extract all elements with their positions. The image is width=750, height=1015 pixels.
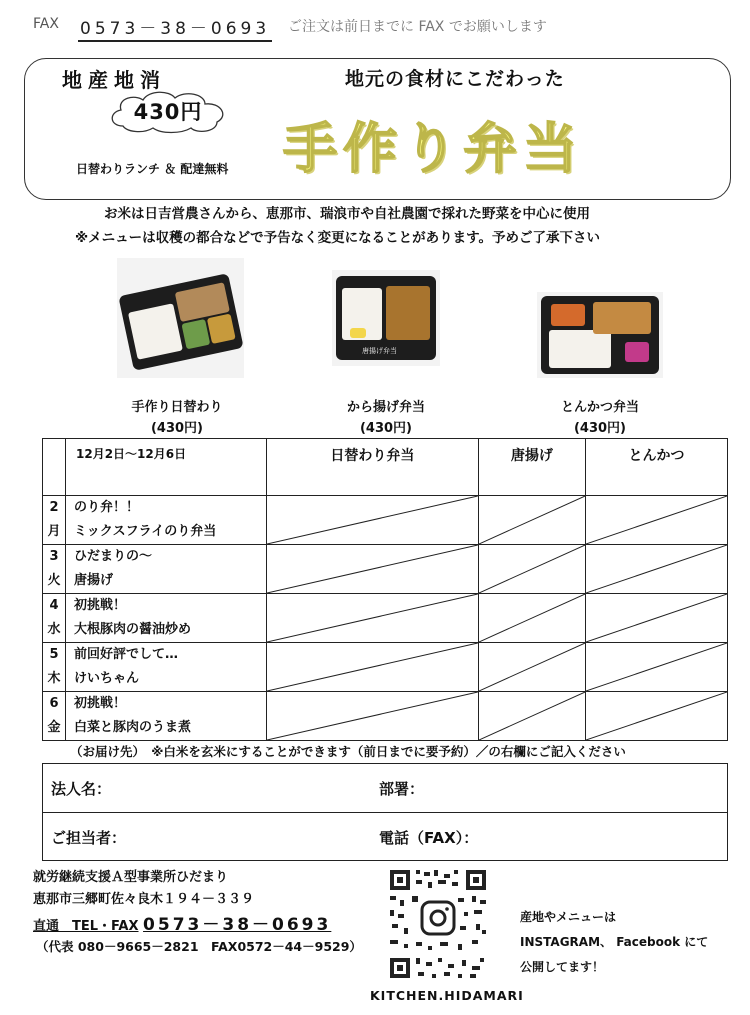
order-cell-karaage[interactable] <box>478 692 585 741</box>
weekday: 木 <box>47 671 61 686</box>
table-row <box>43 545 728 594</box>
date-number: 3 <box>49 549 59 564</box>
menu-line-2: 白菜と豚肉のうま煮 <box>74 720 192 735</box>
menu-cell <box>66 594 267 643</box>
weekday: 水 <box>47 622 61 637</box>
table-header-row <box>43 439 728 496</box>
table-header-period: 12月2日〜12月6日 <box>66 439 267 496</box>
sns-text-3: 公開してます！ <box>520 960 605 974</box>
daily-lunch-note: 日替わりランチ ＆ 配達無料 <box>76 162 229 176</box>
table-row <box>43 594 728 643</box>
order-cell-tonkatsu[interactable] <box>585 496 727 545</box>
order-cell-daily[interactable] <box>267 545 479 594</box>
table-row <box>43 692 728 741</box>
day-cell <box>43 643 66 692</box>
date-number: 6 <box>49 696 59 711</box>
department-field[interactable]: 部署： <box>379 780 425 798</box>
order-cell-daily[interactable] <box>267 594 479 643</box>
address: 恵那市三郷町佐々良木１９４－３３９ <box>33 892 255 907</box>
catch-copy: 地元の食材にこだわった <box>345 68 565 90</box>
person-field[interactable]: ご担当者： <box>51 829 127 847</box>
karaage-bento-photo <box>332 270 440 366</box>
company-field[interactable]: 法人名： <box>51 780 112 798</box>
table-header-karaage: 唐揚げ <box>478 439 585 496</box>
weekday: 月 <box>47 524 61 539</box>
main-title: 手作り弁当 <box>283 117 583 180</box>
organization-name: 就労継続支援Ａ型事業所ひだまり <box>33 870 229 885</box>
sns-text-1: 産地やメニューは <box>520 910 617 924</box>
bento-name-daily: 手作り日替わり <box>131 400 223 415</box>
direct-label: 直通 TEL・FAX <box>33 919 139 934</box>
intro-line-2: ※メニューは収穫の都合などで予告なく変更になることがあります。予めご了承下さい <box>75 230 601 246</box>
table-row <box>43 496 728 545</box>
menu-line-1: 初挑戦！ <box>74 598 127 613</box>
menu-cell <box>66 496 267 545</box>
day-cell <box>43 692 66 741</box>
bento-price-tonkatsu: (430円) <box>573 421 627 436</box>
menu-line-2: けいちゃん <box>74 671 140 686</box>
delivery-note: （お届け先） ※白米を玄米にすることができます（前日までに要予約）／の右欄にご記入ください <box>70 744 626 759</box>
order-cell-daily[interactable] <box>267 643 479 692</box>
fax-label: FAX <box>33 16 59 32</box>
sns-text-2: INSTAGRAM、 Facebook にて <box>520 935 709 949</box>
daily-bento-photo <box>117 258 244 378</box>
menu-line-1: 前回好評でして… <box>74 647 179 662</box>
photo-caption: 唐揚げ弁当 <box>362 347 397 355</box>
order-cell-tonkatsu[interactable] <box>585 692 727 741</box>
direct-number: 0573－38－0693 <box>143 915 332 935</box>
fax-number: 0573－38－0693 <box>78 14 272 42</box>
day-cell <box>43 545 66 594</box>
order-cell-karaage[interactable] <box>478 545 585 594</box>
qr-kitchen-label: KITCHEN.HIDAMARI <box>370 988 524 1003</box>
menu-line-2: 大根豚肉の醤油炒め <box>74 622 192 637</box>
day-cell <box>43 594 66 643</box>
order-cell-karaage[interactable] <box>478 643 585 692</box>
order-cell-karaage[interactable] <box>478 496 585 545</box>
table-header-blank <box>43 439 66 496</box>
order-cell-daily[interactable] <box>267 496 479 545</box>
order-cell-tonkatsu[interactable] <box>585 545 727 594</box>
form-divider <box>43 812 727 813</box>
order-cell-daily[interactable] <box>267 692 479 741</box>
bento-name-karaage: から揚げ弁当 <box>346 400 425 415</box>
weekday: 金 <box>47 720 61 735</box>
delivery-form <box>42 763 728 861</box>
order-cell-tonkatsu[interactable] <box>585 643 727 692</box>
table-header-tonkatsu: とんかつ <box>585 439 727 496</box>
price-main: 430円 <box>133 100 203 124</box>
representative-contact: （代表 080－9665－2821 FAX0572－44－9529） <box>36 939 362 954</box>
phone-fax-field[interactable]: 電話（FAX）： <box>379 829 479 847</box>
bento-name-tonkatsu: とんかつ弁当 <box>560 400 639 415</box>
menu-line-1: 初挑戦！ <box>74 696 127 711</box>
date-number: 2 <box>49 500 59 515</box>
day-cell <box>43 496 66 545</box>
tonkatsu-bento-photo <box>537 292 663 378</box>
menu-cell <box>66 545 267 594</box>
table-row <box>43 643 728 692</box>
menu-line-2: 唐揚げ <box>74 573 114 588</box>
direct-phone <box>33 910 331 935</box>
date-number: 5 <box>49 647 59 662</box>
bento-price-karaage: (430円) <box>359 421 413 436</box>
weekday: 火 <box>47 573 61 588</box>
intro-line-1: お米は日吉営農さんから、恵那市、瑞浪市や自社農園で採れた野菜を中心に使用 <box>104 206 590 222</box>
fax-note: ご注文は前日までに FAX でお願いします <box>288 19 547 35</box>
table-header-daily: 日替わり弁当 <box>267 439 479 496</box>
menu-line-1: のり弁！！ <box>74 500 140 515</box>
menu-order-table <box>42 438 728 741</box>
local-production-title: 地産地消 <box>62 68 166 92</box>
menu-cell <box>66 692 267 741</box>
menu-line-2: ミックスフライのり弁当 <box>74 524 217 539</box>
date-number: 4 <box>49 598 59 613</box>
bento-price-daily: (430円) <box>150 421 204 436</box>
menu-cell <box>66 643 267 692</box>
menu-line-1: ひだまりの〜 <box>74 549 153 564</box>
order-cell-tonkatsu[interactable] <box>585 594 727 643</box>
order-cell-karaage[interactable] <box>478 594 585 643</box>
qr-code[interactable] <box>368 862 508 988</box>
